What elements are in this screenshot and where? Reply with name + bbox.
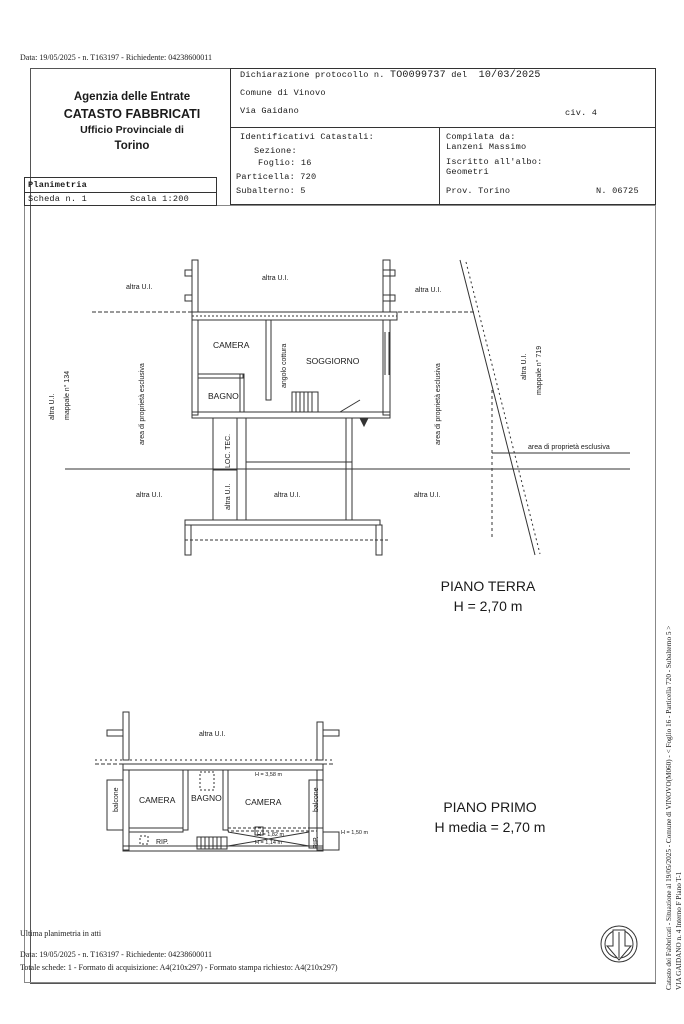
- ff-h182: H = 1,82 m: [257, 832, 285, 838]
- north-arrow-icon: [596, 920, 642, 970]
- footer-totale: Totale schede: 1 - Formato di acquisizione: A4(210x297) - Formato stampa richiesto: A4(210x297): [20, 963, 338, 972]
- sloped-boundary: [460, 260, 535, 555]
- numero-albo: N. 06725: [596, 186, 639, 196]
- ff-bagno: BAGNO: [191, 793, 222, 803]
- gf-altra-ui-br: altra U.I.: [414, 492, 441, 499]
- ff-h114: H = 1,14 m: [255, 840, 283, 846]
- compilatore: Lanzeni Massimo: [446, 142, 527, 152]
- ff-rip-left: RIP.: [156, 839, 169, 846]
- ufficio-city: Torino: [114, 140, 150, 152]
- subalterno: Subalterno: 5: [236, 186, 306, 196]
- ground-floor-height: H = 2,70 m: [453, 598, 523, 614]
- gf-bagno: BAGNO: [208, 391, 239, 401]
- ground-floor-plan: [30, 240, 630, 570]
- gf-angolo-cottura: angolo cottura: [281, 343, 288, 388]
- albo: Geometri: [446, 167, 489, 177]
- ff-altra-ui: altra U.I.: [199, 731, 226, 738]
- gf-altra-ui-top: altra U.I.: [262, 275, 289, 282]
- gf-area-esclusiva-right: area di proprietà esclusiva: [435, 363, 442, 445]
- ff-wall-top: [123, 764, 323, 770]
- wall-lower: [185, 520, 380, 525]
- top-date-line: Data: 19/05/2025 - n. T163197 - Richiedente: 04238600011: [20, 53, 212, 62]
- gf-camera: CAMERA: [213, 340, 250, 350]
- wall-inner-1: [266, 320, 271, 400]
- compilata-label: Compilata da:: [446, 132, 516, 142]
- footer-data: Data: 19/05/2025 - n. T163197 - Richiedente: 04238600011: [20, 950, 212, 959]
- particella: Particella: 720: [236, 172, 317, 182]
- provincia: Prov. Torino: [446, 186, 511, 196]
- gf-altra-ui-right: altra U.I.: [415, 287, 442, 294]
- wall-bottom: [192, 412, 390, 418]
- ff-balcone-left-label: balcone: [113, 787, 120, 812]
- ff-camera-right: CAMERA: [245, 797, 282, 807]
- iscritto-label: Iscritto all'albo:: [446, 157, 543, 167]
- via: Via Gaidano: [240, 106, 299, 116]
- ff-balcone-right-label: balcone: [313, 787, 320, 812]
- gf-altra-ui-left: altra U.I.: [126, 284, 153, 291]
- protocol-label: Dichiarazione protocollo n.: [240, 70, 385, 80]
- scheda: Scheda n. 1: [28, 194, 87, 204]
- comune: Comune di Vinovo: [240, 88, 326, 98]
- first-floor-plan: [95, 712, 369, 862]
- ground-floor-caption: [434, 576, 542, 616]
- wall-left: [192, 320, 198, 415]
- side-text-line1: Catasto dei Fabbricati - Situazione al 19/05/2025 - Comune di VINOVO(M060) - < Foglio 16 - Particella 720 - Subalterno 5 >: [665, 625, 673, 990]
- gf-soggiorno: SOGGIORNO: [306, 356, 360, 366]
- identificativi-title: Identificativi Catastali:: [240, 132, 374, 142]
- protocol-date: 10/03/2025: [478, 70, 541, 81]
- wall-bagno-top: [198, 374, 243, 378]
- first-floor-title: PIANO PRIMO: [443, 799, 537, 815]
- gf-altra-ui-bl: altra U.I.: [136, 492, 163, 499]
- ufficio: Ufficio Provinciale di: [80, 124, 184, 136]
- sezione: Sezione:: [254, 146, 297, 156]
- scala: Scala 1:200: [130, 194, 189, 204]
- gf-area-esclusiva-bottom: area di proprietà esclusiva: [528, 444, 610, 451]
- gf-mappale-134: mappale n° 134: [64, 370, 71, 420]
- wall-top: [192, 312, 397, 320]
- side-text: [664, 430, 684, 990]
- agency-block: [46, 89, 218, 154]
- gf-altra-ui-narrow: altra U.I.: [225, 483, 232, 510]
- gf-altra-ui-719: altra U.I.: [521, 353, 528, 380]
- catasto-title: CATASTO FABBRICATI: [63, 107, 201, 121]
- ground-floor-title: PIANO TERRA: [440, 578, 536, 594]
- side-text-line2: VIA GAIDANO n. 4 Interno F Piano T-1: [675, 871, 683, 990]
- footer-ultima: Ultima planimetria in atti: [20, 929, 102, 938]
- protocol-number: TO0099737: [390, 70, 446, 81]
- agency-name: Agenzia delle Entrate: [73, 91, 191, 103]
- date-label: del: [451, 70, 468, 80]
- gf-area-esclusiva-left: area di proprietà esclusiva: [139, 363, 146, 445]
- foglio: Foglio: 16: [258, 158, 312, 168]
- gf-loc-tec: LOC. TEC.: [225, 433, 232, 468]
- ff-h358: H = 3,58 m: [255, 772, 283, 778]
- gf-altra-ui-134: altra U.I.: [49, 393, 56, 420]
- civico: civ. 4: [565, 108, 598, 118]
- protocol-line: [240, 70, 541, 81]
- first-floor-caption: [420, 797, 560, 837]
- wall-bagno-right: [240, 374, 244, 412]
- gf-altra-ui-bc: altra U.I.: [274, 492, 301, 499]
- ff-camera-left: CAMERA: [139, 795, 176, 805]
- planimetria-title: Planimetria: [28, 180, 87, 190]
- first-floor-height: H media = 2,70 m: [434, 819, 546, 835]
- ff-h150: H = 1,50 m: [341, 830, 369, 836]
- ff-wall-left: [123, 770, 129, 850]
- gf-mappale-719: mappale n° 719: [536, 345, 543, 395]
- ff-rip-right: RIP.: [313, 836, 320, 849]
